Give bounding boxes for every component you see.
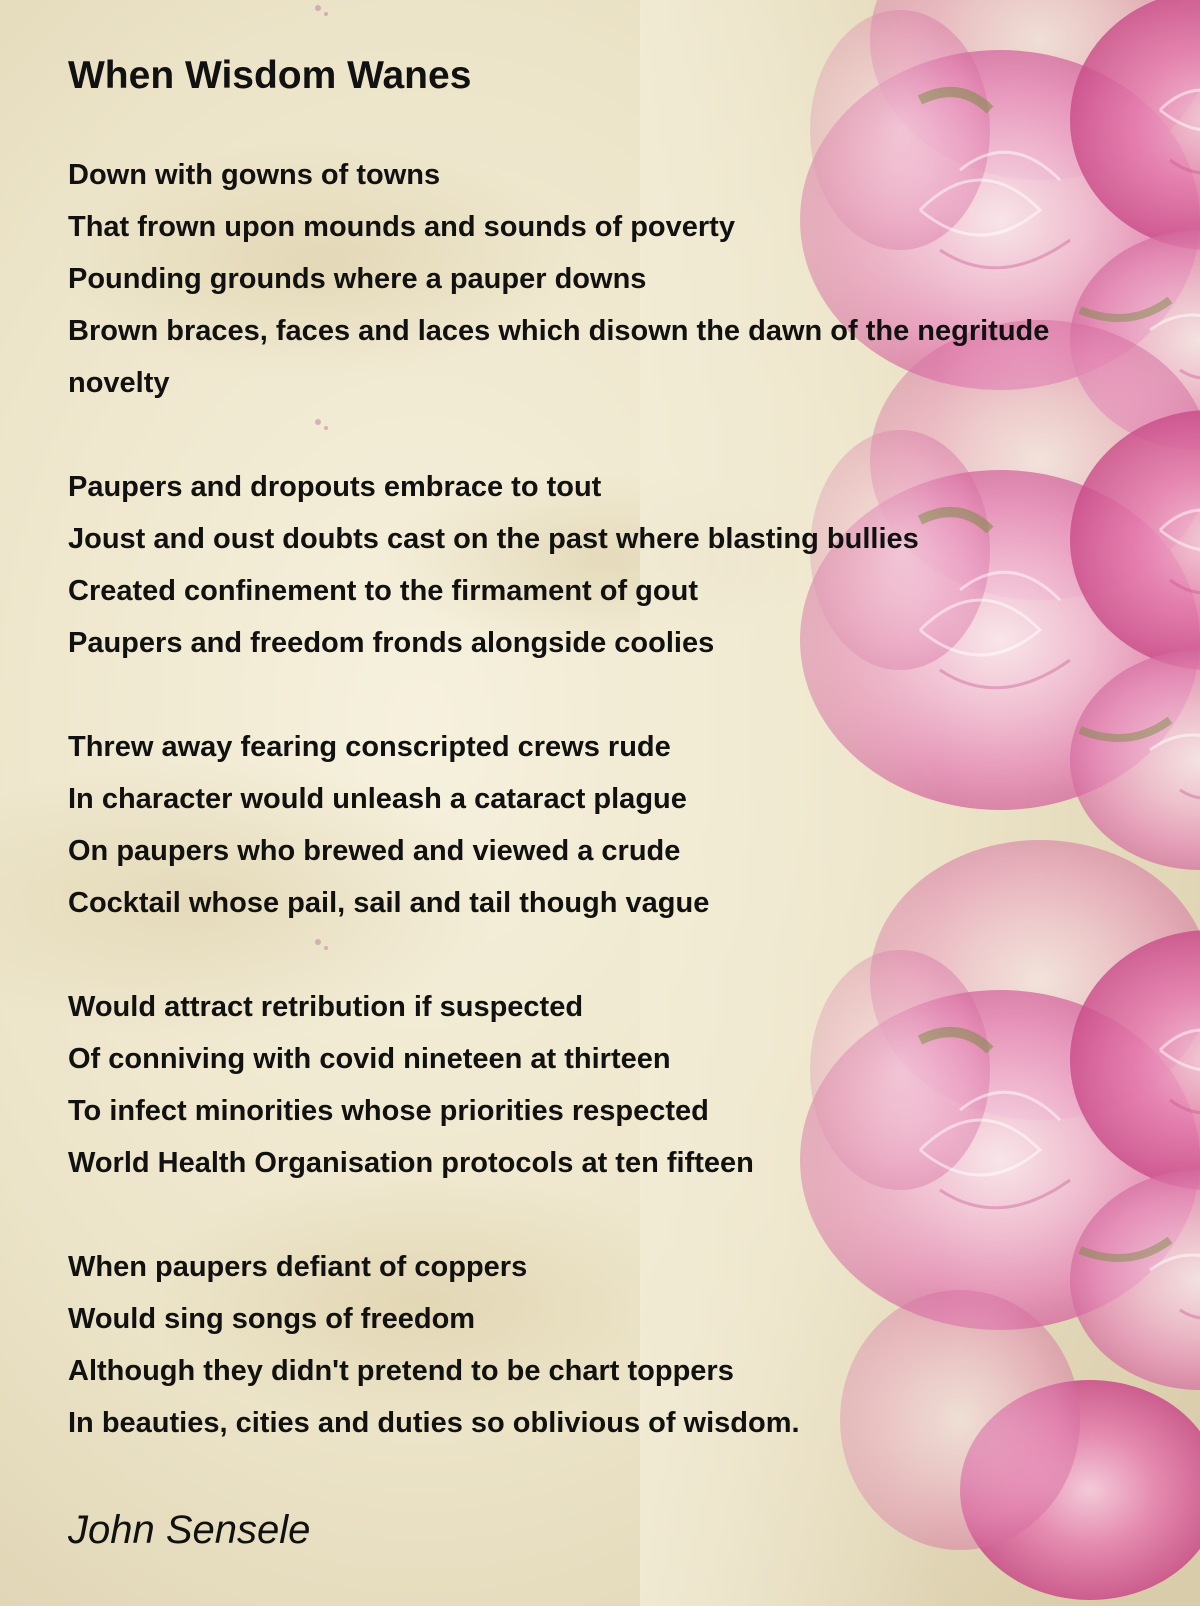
poem-line: Threw away fearing conscripted crews rude bbox=[68, 731, 671, 763]
stanza bbox=[68, 461, 1188, 669]
stanza-gap bbox=[68, 409, 1188, 461]
poem-line: Pounding grounds where a pauper downs bbox=[68, 263, 647, 295]
poem-body bbox=[68, 149, 1188, 1449]
poem-line: Cocktail whose pail, sail and tail though vague bbox=[68, 887, 710, 919]
poem-author: John Sensele bbox=[68, 1508, 311, 1552]
stanza-gap bbox=[68, 929, 1188, 981]
poem-line: Created confinement to the firmament of gout bbox=[68, 575, 698, 607]
poem-line: Of conniving with covid nineteen at thirteen bbox=[68, 1043, 671, 1075]
poem-line: novelty bbox=[68, 367, 170, 399]
poem-title: When Wisdom Wanes bbox=[68, 54, 472, 97]
poem-line: World Health Organisation protocols at ten fifteen bbox=[68, 1147, 754, 1179]
poem-line: To infect minorities whose priorities respected bbox=[68, 1095, 709, 1127]
poem-line: Paupers and dropouts embrace to tout bbox=[68, 471, 602, 503]
poem-line: Paupers and freedom fronds alongside coolies bbox=[68, 627, 715, 659]
poem-line: On paupers who brewed and viewed a crude bbox=[68, 835, 681, 867]
poem-line: In character would unleash a cataract plague bbox=[68, 783, 687, 815]
stanza-gap bbox=[68, 669, 1188, 721]
poem-line: Although they didn't pretend to be chart toppers bbox=[68, 1355, 734, 1387]
poem-line: Down with gowns of towns bbox=[68, 159, 441, 191]
stanza bbox=[68, 721, 1188, 929]
poem-line: That frown upon mounds and sounds of poverty bbox=[68, 211, 735, 243]
poem-line: Joust and oust doubts cast on the past where blasting bullies bbox=[68, 523, 919, 555]
stanza bbox=[68, 981, 1188, 1189]
poem-line: Brown braces, faces and laces which disown the dawn of the negritude bbox=[68, 315, 1050, 347]
poem-line: Would sing songs of freedom bbox=[68, 1303, 476, 1335]
stanza bbox=[68, 1241, 1188, 1449]
poem-line: In beauties, cities and duties so oblivious of wisdom. bbox=[68, 1407, 800, 1439]
stanza-gap bbox=[68, 1189, 1188, 1241]
poem-line: Would attract retribution if suspected bbox=[68, 991, 584, 1023]
stanza bbox=[68, 149, 1188, 409]
poem-line: When paupers defiant of coppers bbox=[68, 1251, 528, 1283]
